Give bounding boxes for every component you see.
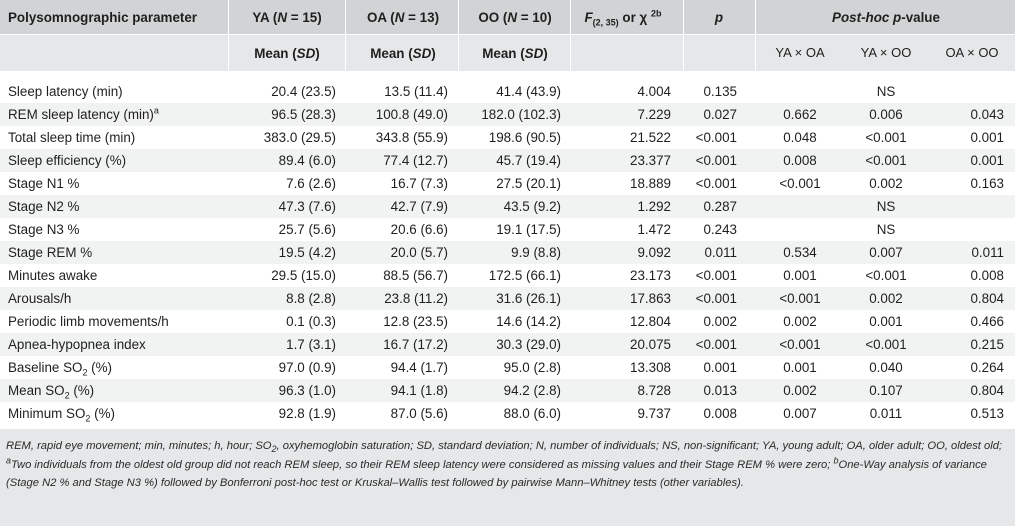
cell-p: <0.001 — [695, 268, 737, 283]
cell-ya: 96.5 (28.3) — [271, 107, 336, 122]
cell-oo: 182.0 (102.3) — [481, 107, 561, 122]
cell-oa: 20.6 (6.6) — [390, 222, 448, 237]
cell-posthoc-ya-oa: 0.002 — [783, 383, 817, 398]
cell-f: 18.889 — [630, 176, 671, 191]
cell-posthoc-ya-oo: NS — [876, 199, 896, 214]
header-oa-value: 13 — [419, 10, 435, 25]
cell-oo: 94.2 (2.8) — [503, 383, 561, 398]
cell-posthoc-ya-oa: <0.001 — [779, 176, 821, 191]
cell-posthoc-ya-oa: <0.001 — [779, 291, 821, 306]
cell-oa: 343.8 (55.9) — [375, 130, 448, 145]
cell-oo: 95.0 (2.8) — [503, 360, 561, 375]
header-chi-sup: 2b — [651, 8, 662, 19]
parameter-label: Minimum $SO_2$ (%) — [8, 406, 115, 424]
cell-posthoc-ya-oo: 0.002 — [869, 176, 903, 191]
header-posthoc — [757, 10, 1015, 25]
cell-f: 23.377 — [630, 153, 671, 168]
cell-oo: 172.5 (66.1) — [488, 268, 561, 283]
cell-p: 0.027 — [703, 107, 737, 122]
cell-f: 23.173 — [630, 268, 671, 283]
cell-oa: 20.0 (5.7) — [390, 245, 448, 260]
cell-oo: 88.0 (6.0) — [503, 406, 561, 421]
footnote-a-sup: a — [6, 454, 12, 465]
divider — [0, 428, 1015, 429]
cell-posthoc-ya-oo: NS — [876, 222, 896, 237]
cell-posthoc-ya-oa: 0.662 — [783, 107, 817, 122]
cell-posthoc-ya-oa — [757, 80, 843, 103]
cell-posthoc-ya-oo: 0.001 — [869, 314, 903, 329]
header-oa-n: N — [394, 10, 405, 25]
cell-posthoc-oa-oo: 0.163 — [970, 176, 1004, 191]
divider — [458, 0, 459, 71]
cell-oa: 94.4 (1.7) — [390, 360, 448, 375]
header-ya-label: YA — [252, 10, 270, 25]
header-oo: OO (N = 10) — [478, 10, 552, 25]
sd-label: SD — [524, 46, 544, 61]
cell-f: 1.292 — [637, 199, 671, 214]
divider — [683, 0, 684, 71]
cell-ya: 7.6 (2.6) — [286, 176, 336, 191]
cell-posthoc-ya-oa — [757, 218, 843, 241]
cell-ya: 96.3 (1.0) — [278, 383, 336, 398]
cell-oa: 94.1 (1.8) — [390, 383, 448, 398]
cell-p: 0.135 — [703, 84, 737, 99]
cell-ya: 8.8 (2.8) — [286, 291, 336, 306]
cell-oo: 19.1 (17.5) — [496, 222, 561, 237]
header-mean-oa: Mean (SD) — [370, 46, 436, 61]
parameter-label: Stage N3 % — [8, 222, 80, 237]
cell-ya: 97.0 (0.9) — [278, 360, 336, 375]
cell-oa: 88.5 (56.7) — [383, 268, 448, 283]
header-posthoc-italic: Post-hoc p — [832, 10, 902, 25]
header-oa-label: OA — [366, 10, 387, 25]
cell-p: 0.287 — [703, 199, 737, 214]
cell-p: 0.008 — [703, 406, 737, 421]
parameter-label: Stage REM % — [8, 245, 93, 260]
cell-oa: 77.4 (12.7) — [383, 153, 448, 168]
divider — [570, 0, 571, 71]
cell-oa: 12.8 (23.5) — [383, 314, 448, 329]
cell-f: 4.004 — [637, 84, 671, 99]
cell-posthoc-ya-oa: 0.048 — [783, 130, 817, 145]
cell-posthoc-oa-oo: 0.215 — [970, 337, 1004, 352]
header-parameter: Polysomnographic parameter — [8, 10, 198, 25]
cell-posthoc-oa-oo: 0.008 — [970, 268, 1004, 283]
cell-posthoc-oa-oo: 0.043 — [970, 107, 1004, 122]
cell-posthoc-ya-oo: 0.107 — [869, 383, 903, 398]
cell-oa: 23.8 (11.2) — [384, 291, 448, 306]
cell-p: <0.001 — [695, 130, 737, 145]
cell-posthoc-oa-oo: 0.011 — [971, 245, 1004, 260]
cell-ya: 1.7 (3.1) — [286, 337, 336, 352]
cell-posthoc-ya-oo: <0.001 — [865, 130, 907, 145]
cell-f: 13.308 — [630, 360, 671, 375]
cell-posthoc-ya-oo: 0.040 — [869, 360, 903, 375]
parameter-label: Minutes awake — [8, 268, 98, 283]
header-mean-oo: Mean (SD) — [482, 46, 548, 61]
parameter-label: Sleep efficiency (%) — [8, 153, 127, 168]
footnote-b-sup: b — [833, 454, 839, 465]
cell-posthoc-oa-oo: 0.804 — [970, 383, 1004, 398]
cell-oo: 27.5 (20.1) — [496, 176, 561, 191]
cell-posthoc-ya-oo: <0.001 — [865, 337, 907, 352]
cell-posthoc-ya-oa: 0.008 — [783, 153, 817, 168]
cell-oo: 43.5 (9.2) — [503, 199, 561, 214]
parameter-label: Baseline $SO_2$ (%) — [8, 360, 112, 378]
footnote-part3: Two individuals from the oldest old group did not reach REM sleep, so their REM sleep latency were considered as missing values and their Stage REM % were zero; — [11, 458, 834, 471]
header-ya-x-oa: YA × OA — [775, 45, 825, 60]
mean-label: Mean — [482, 46, 517, 61]
header-ya-x-oo: YA × OO — [860, 45, 912, 60]
cell-posthoc-oa-oo: 0.804 — [970, 291, 1004, 306]
footnote-sub: 2 — [271, 444, 277, 455]
header-oo-n: N — [507, 10, 518, 25]
parameter-label: Apnea-hypopnea index — [8, 337, 146, 352]
footnote-part1: REM, rapid eye movement; min, minutes; h, hour; SO — [6, 440, 272, 452]
cell-oo: 31.6 (26.1) — [496, 291, 561, 306]
cell-posthoc-oa-oo: 0.466 — [970, 314, 1004, 329]
cell-posthoc-oa-oo: 0.001 — [970, 153, 1004, 168]
cell-ya: 29.5 (15.0) — [271, 268, 336, 283]
cell-p: 0.011 — [704, 245, 737, 260]
cell-posthoc-ya-oo: 0.002 — [869, 291, 903, 306]
parameter-label: Mean $SO_2$ (%) — [8, 383, 95, 401]
cell-f: 1.472 — [637, 222, 671, 237]
cell-ya: 19.5 (4.2) — [278, 245, 336, 260]
cell-posthoc-ya-oo: <0.001 — [865, 153, 907, 168]
cell-posthoc-oa-oo: 0.001 — [970, 130, 1004, 145]
cell-f: 9.737 — [637, 406, 671, 421]
cell-ya: 383.0 (29.5) — [263, 130, 336, 145]
header-oa-x-oo: OA × OO — [945, 45, 999, 60]
header-p-label: p — [714, 10, 724, 25]
header-ya-n: N — [277, 10, 288, 25]
cell-f: 7.229 — [637, 107, 671, 122]
divider — [0, 34, 1015, 35]
cell-oo: 41.4 (43.9) — [496, 84, 561, 99]
mean-label: Mean — [370, 46, 405, 61]
cell-p: <0.001 — [695, 337, 737, 352]
header-oa: OA (N = 13) — [366, 10, 440, 25]
cell-f: 8.728 — [637, 383, 671, 398]
cell-f: 17.863 — [630, 291, 671, 306]
parameter-label: Total sleep time (min) — [8, 130, 136, 145]
cell-oa: 16.7 (7.3) — [390, 176, 448, 191]
cell-posthoc-ya-oa: 0.002 — [783, 314, 817, 329]
cell-ya: 25.7 (5.6) — [278, 222, 336, 237]
cell-p: <0.001 — [695, 153, 737, 168]
cell-posthoc-oa-oo: 0.513 — [970, 406, 1004, 421]
cell-p: 0.001 — [703, 360, 737, 375]
table-footnote — [6, 437, 1010, 493]
cell-oa: 42.7 (7.9) — [390, 199, 448, 214]
cell-f: 21.522 — [630, 130, 671, 145]
divider — [755, 0, 756, 71]
cell-oa: 87.0 (5.6) — [390, 406, 448, 421]
cell-posthoc-ya-oo: NS — [876, 84, 896, 99]
cell-posthoc-ya-oo: 0.007 — [869, 245, 903, 260]
cell-posthoc-ya-oa: 0.007 — [783, 406, 817, 421]
header-chi: χ — [639, 10, 648, 25]
header-f-letter: F — [584, 10, 593, 25]
footnote-part2: , oxyhemoglobin saturation; SD, standard deviation; N, number of individuals; NS, non-significant; YA, young adult; OA, older adult; OO, oldest old; — [276, 440, 1003, 452]
cell-ya: 47.3 (7.6) — [278, 199, 336, 214]
sd-label: SD — [296, 46, 316, 61]
cell-posthoc-ya-oo: 0.006 — [869, 107, 903, 122]
header-p — [684, 10, 754, 25]
cell-f: 20.075 — [630, 337, 671, 352]
cell-posthoc-ya-oo: 0.011 — [869, 406, 903, 421]
cell-f: 9.092 — [637, 245, 671, 260]
cell-ya: 0.1 (0.3) — [286, 314, 336, 329]
header-mean-ya: Mean (SD) — [254, 46, 320, 61]
cell-oa: 100.8 (49.0) — [375, 107, 448, 122]
cell-oo: 198.6 (90.5) — [488, 130, 561, 145]
header-ya: YA (N = 15) — [252, 10, 322, 25]
cell-oo: 14.6 (14.2) — [496, 314, 561, 329]
cell-posthoc-oa-oo: 0.264 — [970, 360, 1004, 375]
cell-posthoc-ya-oa: 0.534 — [783, 245, 817, 260]
cell-oa: 16.7 (17.2) — [383, 337, 448, 352]
cell-p: 0.243 — [703, 222, 737, 237]
cell-p: 0.002 — [703, 314, 737, 329]
parameter-label: Stage N2 % — [8, 199, 80, 214]
header-oo-value: 10 — [532, 10, 548, 25]
mean-label: Mean — [254, 46, 289, 61]
cell-ya: 20.4 (23.5) — [271, 84, 336, 99]
divider — [0, 71, 1015, 72]
parameter-label: Arousals/h — [8, 291, 72, 306]
parameter-label: REM sleep latency $(\min)^a$ — [8, 105, 159, 122]
parameter-label: Periodic limb movements/h — [8, 314, 169, 329]
header-oo-label: OO — [478, 10, 500, 25]
cell-ya: 92.8 (1.9) — [278, 406, 336, 421]
cell-posthoc-ya-oa — [757, 195, 843, 218]
cell-p: <0.001 — [695, 291, 737, 306]
cell-p: 0.013 — [703, 383, 737, 398]
cell-posthoc-ya-oa: 0.001 — [783, 360, 817, 375]
cell-p: <0.001 — [695, 176, 737, 191]
parameter-label: Sleep latency (min) — [8, 84, 123, 99]
divider — [228, 0, 229, 71]
footnote-part4: One-Way analysis of variance (Stage N2 % and Stage N3 %) followed by Bonferroni post-hoc test or Kruskal–Wallis test followed by pairwise Mann–Whitney tests (other variables). — [6, 458, 987, 490]
header-f-or: or — [622, 10, 636, 25]
sd-label: SD — [412, 46, 432, 61]
header-ya-value: 15 — [302, 10, 318, 25]
divider — [345, 0, 346, 71]
header-f-df: (2, 35) — [592, 17, 619, 28]
cell-oo: 45.7 (19.4) — [496, 153, 561, 168]
cell-oo: 9.9 (8.8) — [511, 245, 561, 260]
header-posthoc-rest: -value — [901, 10, 940, 25]
cell-oa: 13.5 (11.4) — [384, 84, 448, 99]
cell-oo: 30.3 (29.0) — [496, 337, 561, 352]
header-f-stat — [568, 8, 678, 28]
cell-f: 12.804 — [630, 314, 671, 329]
parameter-label: Stage N1 % — [8, 176, 80, 191]
cell-ya: 89.4 (6.0) — [278, 153, 336, 168]
cell-posthoc-ya-oa: 0.001 — [783, 268, 817, 283]
cell-posthoc-ya-oo: <0.001 — [865, 268, 907, 283]
cell-posthoc-ya-oa: <0.001 — [779, 337, 821, 352]
